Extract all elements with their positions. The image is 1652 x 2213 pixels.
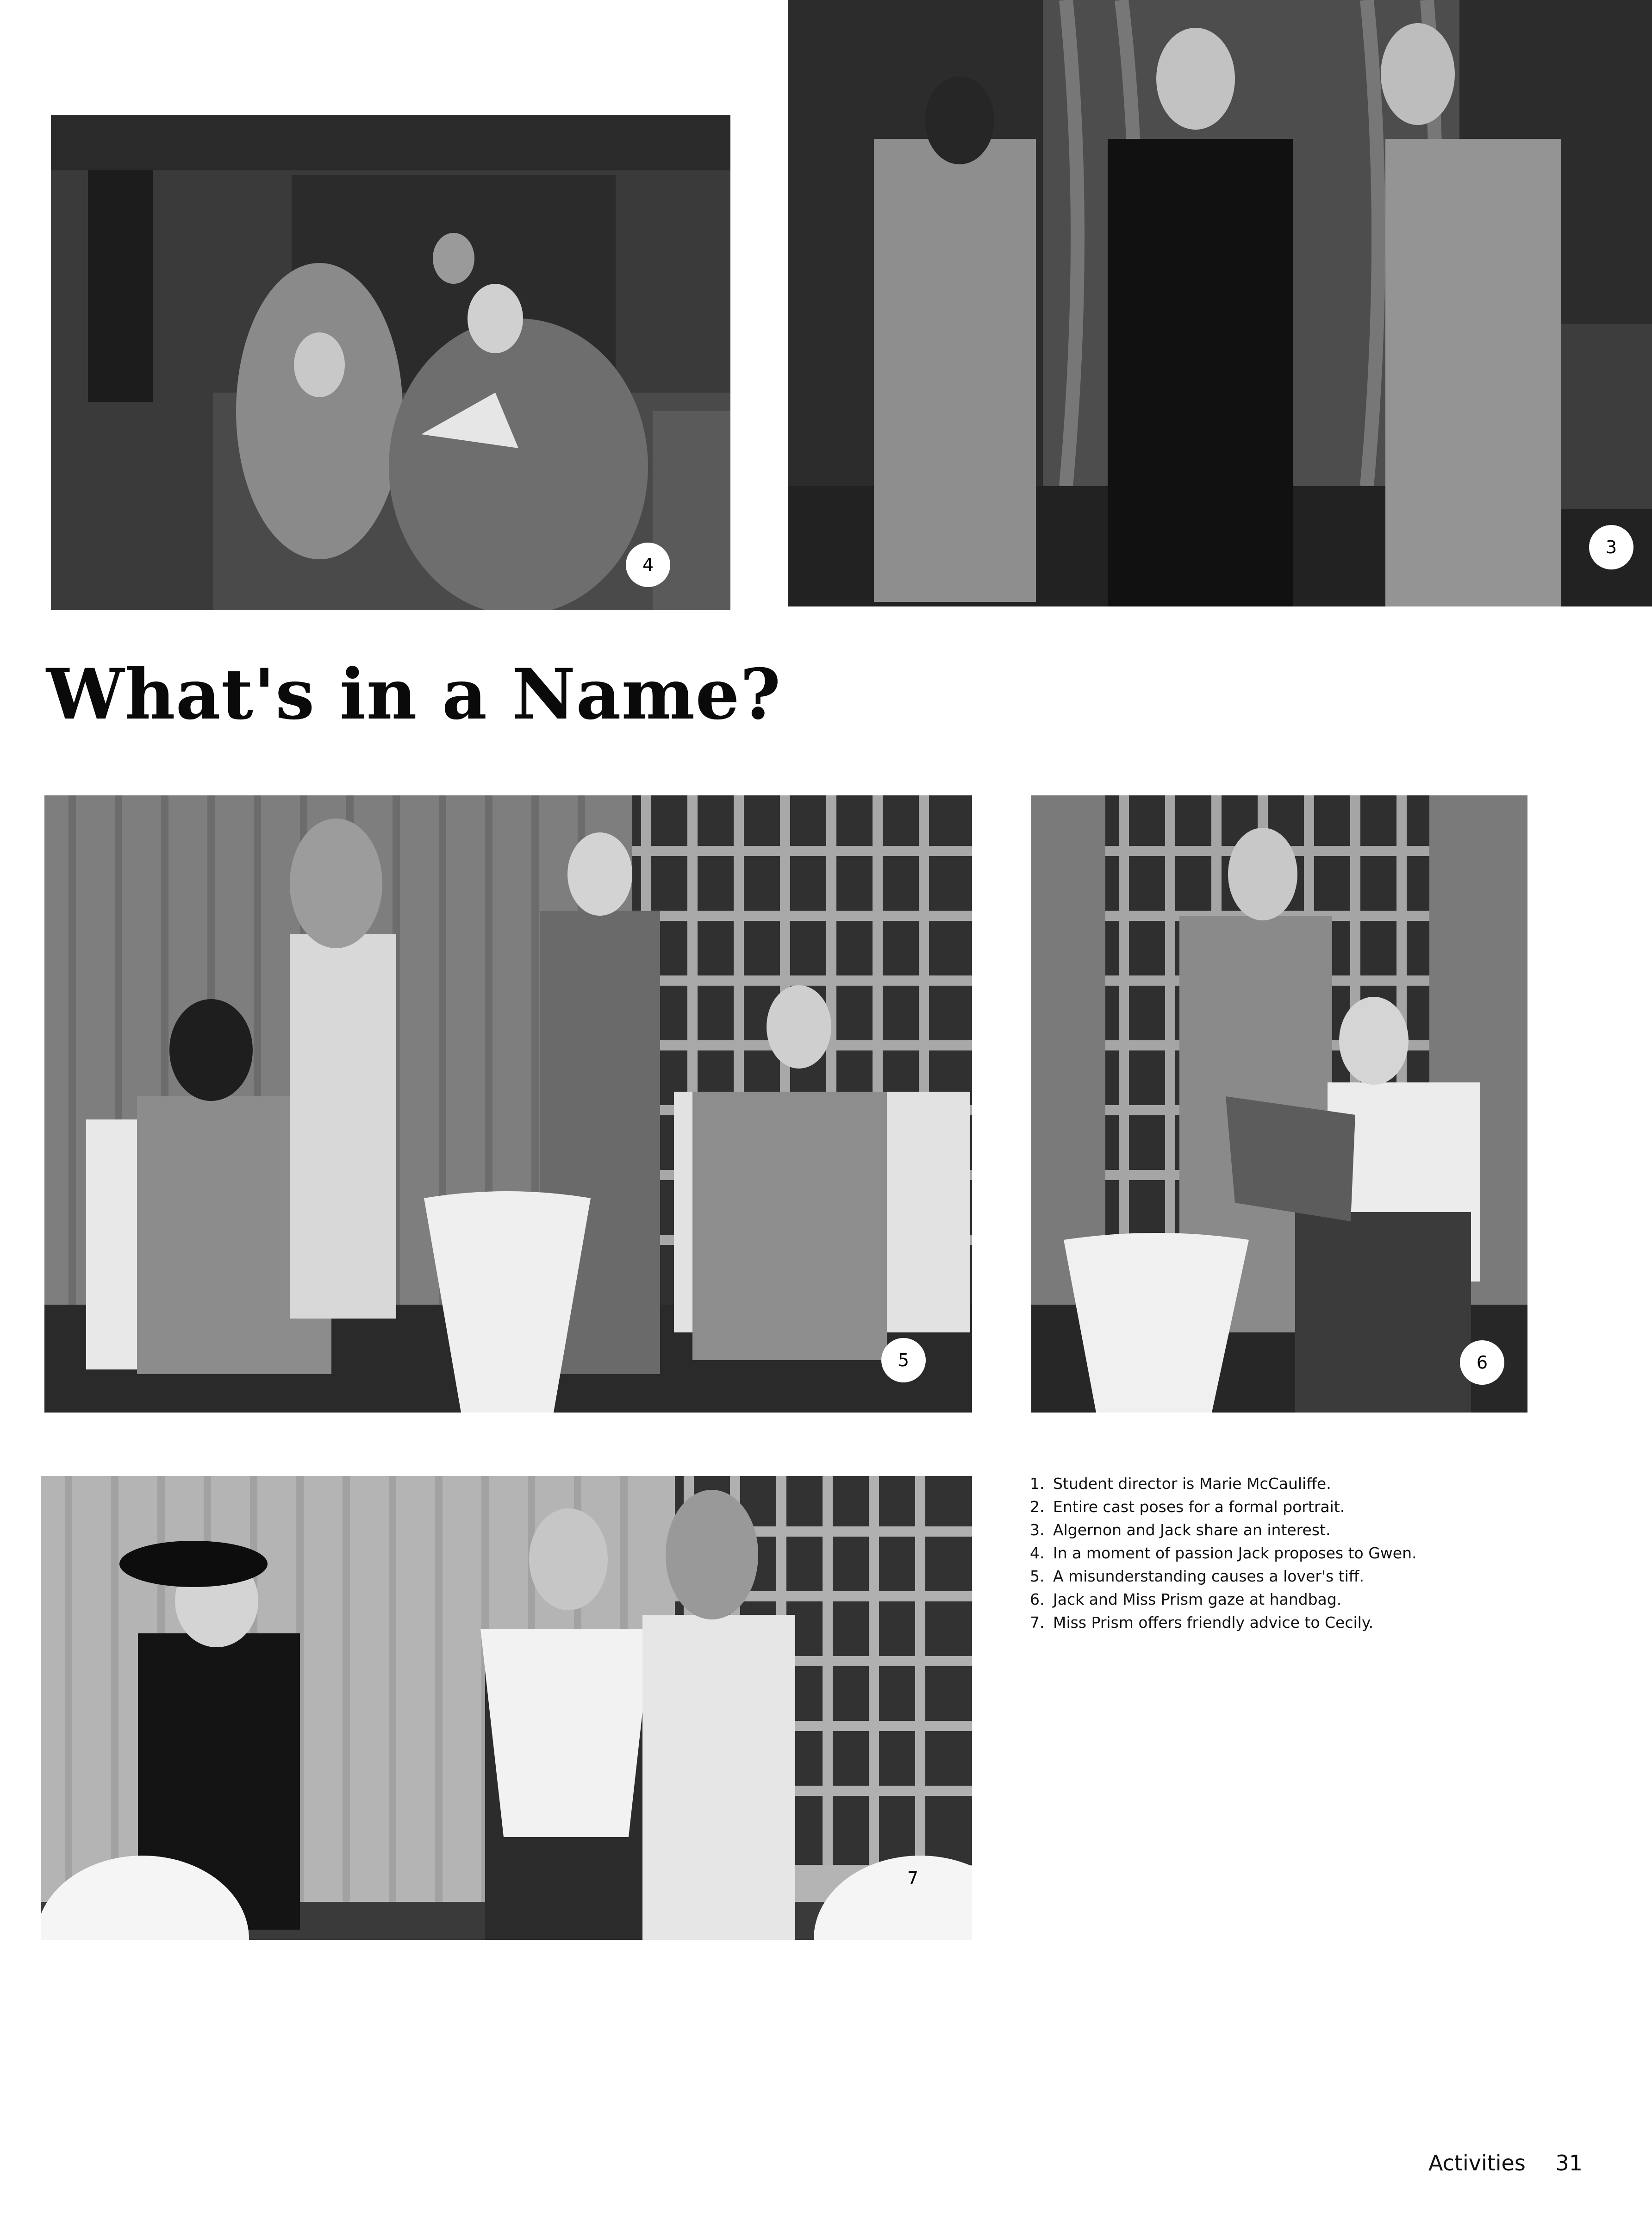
caption-number: 7. <box>1030 1613 1045 1632</box>
caption-number: 2. <box>1030 1498 1045 1516</box>
caption-item <box>1030 1495 1416 1519</box>
caption-item <box>1030 1542 1416 1565</box>
caption-number: 3. <box>1030 1521 1045 1539</box>
caption-number: 4. <box>1030 1544 1045 1562</box>
caption-item <box>1030 1565 1416 1588</box>
photo-number-badge: 5 <box>881 1338 926 1382</box>
caption-text: Entire cast poses for a formal portrait. <box>1053 1498 1345 1516</box>
photo-7 <box>41 1476 972 1940</box>
page-footer <box>1428 2150 1583 2175</box>
caption-text: A misunderstanding causes a lover's tiff. <box>1053 1567 1364 1585</box>
photo-number-badge: 4 <box>626 543 670 587</box>
photo-number-badge: 3 <box>1589 525 1633 569</box>
caption-list <box>1030 1472 1416 1634</box>
photo-6 <box>1031 795 1527 1413</box>
photo-4 <box>51 115 730 610</box>
caption-number: 1. <box>1030 1475 1045 1493</box>
caption-item <box>1030 1519 1416 1542</box>
caption-item <box>1030 1588 1416 1611</box>
section-name: Activities <box>1428 2150 1526 2175</box>
caption-text: Student director is Marie McCauliffe. <box>1053 1475 1331 1493</box>
caption-item <box>1030 1472 1416 1495</box>
photo-5 <box>44 795 972 1413</box>
caption-text: In a moment of passion Jack proposes to Gwen. <box>1053 1544 1417 1562</box>
photo-number-label: 7 <box>907 1868 919 1888</box>
caption-number: 5. <box>1030 1567 1045 1585</box>
caption-number: 6. <box>1030 1590 1045 1608</box>
caption-text: Jack and Miss Prism gaze at handbag. <box>1053 1590 1342 1608</box>
photo-3 <box>788 0 1652 606</box>
caption-text: Miss Prism offers friendly advice to Cecily. <box>1053 1613 1374 1632</box>
page-number: 31 <box>1555 2150 1583 2175</box>
photo-number-badge: 6 <box>1460 1340 1504 1385</box>
caption-item <box>1030 1611 1416 1634</box>
page-title: What's in a Name? <box>46 654 781 735</box>
caption-text: Algernon and Jack share an interest. <box>1053 1521 1331 1539</box>
